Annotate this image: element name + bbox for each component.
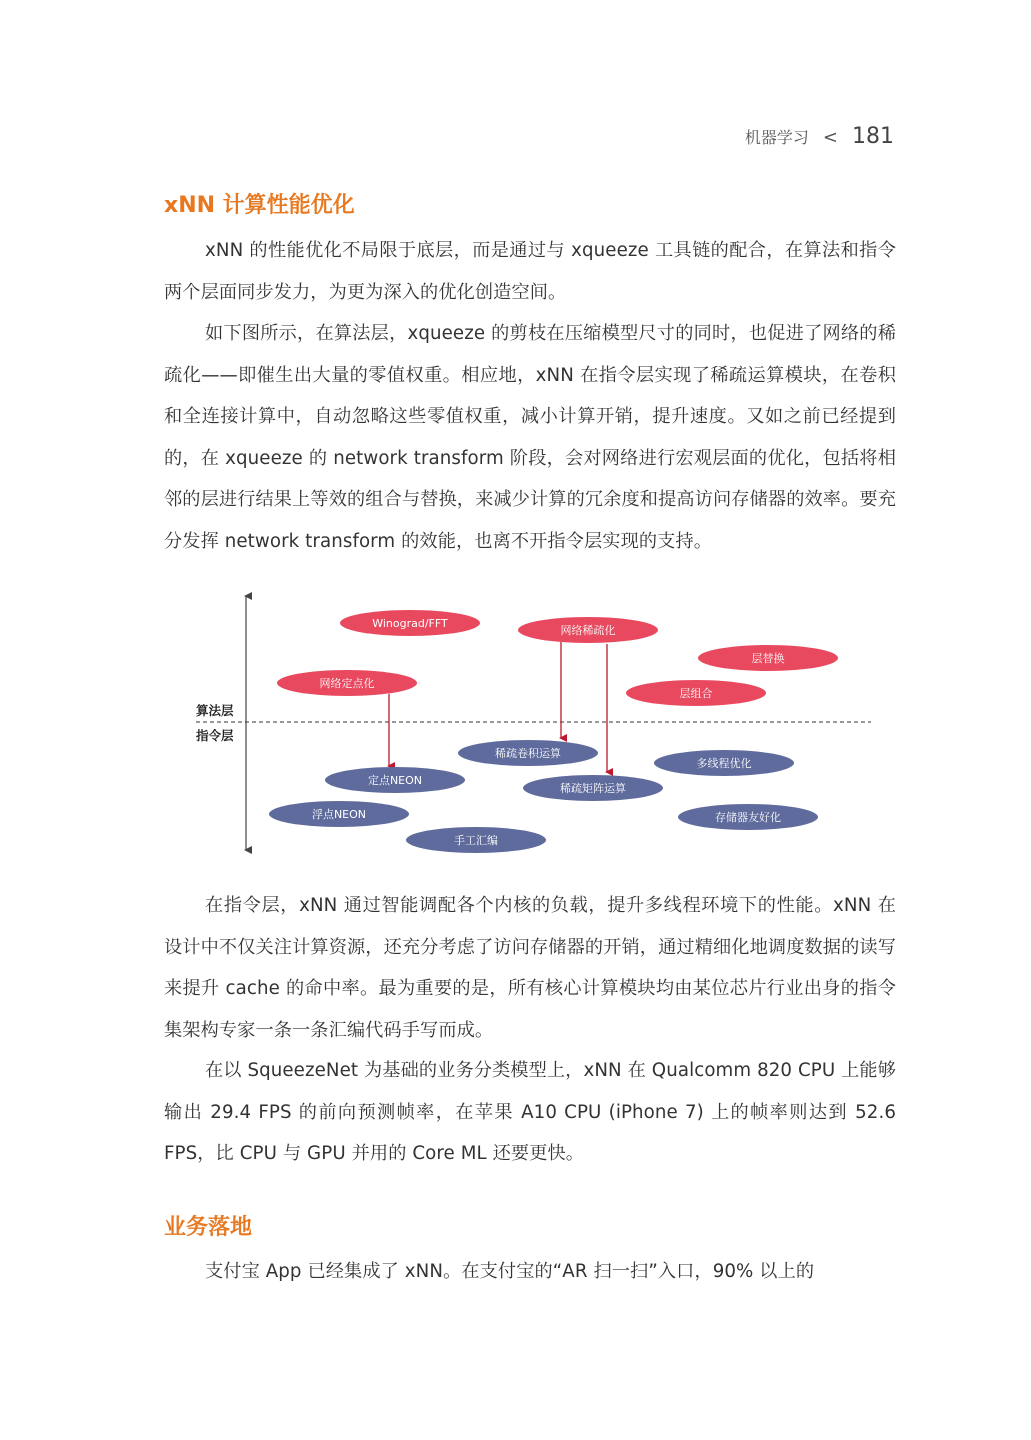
node-network-sparsify [518,617,658,643]
node-multithread [654,750,794,776]
node-hand-assembly [406,827,546,853]
section-heading-business-deployment: 业务落地 [164,1215,253,1240]
node-network-fixedpoint [277,670,417,696]
node-winograd-fft [340,610,480,636]
svg-text:层替换: 层替换 [751,652,785,665]
optimization-diagram [176,582,876,862]
svg-text:稀疏卷积运算: 稀疏卷积运算 [495,747,561,760]
paragraph-2: 如下图所示，在算法层，xqueeze 的剪枝在压缩模型尺寸的同时，也促进了网络的稀疏化——即催生出大量的零值权重。相应地，xNN 在指令层实现了稀疏运算模块，在卷积和全连接计算中，自动忽略这些零值权重，减小计算开销，提升速度。又如之前已经提到的，在 xqueeze 的 network transform 阶段，会对网络进行宏观层面的优化，包括将相邻的层进行结果上等效的组合与替换，来减少计算的冗余度和提高访问存储器的效率。要充分发挥 network transform 的效能，也离不开指令层实现的支持。 [164,323,896,552]
paragraph-1: xNN 的性能优化不局限于底层，而是通过与 xqueeze 工具链的配合，在算法和指令两个层面同步发力，为更为深入的优化创造空间。 [164,240,896,303]
diagram-svg [176,582,876,862]
svg-text:手工汇编: 手工汇编 [454,834,498,847]
svg-text:定点NEON: 定点NEON [367,774,423,787]
page-header [745,124,894,149]
svg-text:多线程优化: 多线程优化 [696,757,752,770]
paragraph-5: 支付宝 App 已经集成了 xNN。在支付宝的“AR 扫一扫”入口，90% 以上的 [205,1261,815,1282]
svg-text:Winograd/FFT: Winograd/FFT [372,617,448,630]
paragraph-4: 在以 SqueezeNet 为基础的业务分类模型上，xNN 在 Qualcomm 820 CPU 上能够输出 29.4 FPS 的前向预测帧率，在苹果 A10 CPU (iPhone 7) 上的帧率则达到 52.6 FPS，比 CPU 与 GPU 并用的 Core ML 还要更快。 [164,1060,896,1164]
svg-text:网络稀疏化: 网络稀疏化 [560,624,616,637]
svg-text:存储器友好化: 存储器友好化 [715,811,781,824]
node-sparse-conv [458,740,598,766]
svg-text:浮点NEON: 浮点NEON [311,808,367,821]
svg-text:网络定点化: 网络定点化 [319,677,375,690]
page-number: 181 [852,124,894,149]
node-float-neon [269,801,409,827]
node-fixed-neon [325,767,465,793]
running-section-name: 机器学习 [744,128,809,147]
node-layer-replace [698,645,838,671]
layer-label-algorithm: 算法层 [196,703,234,718]
section-heading-xnn-performance: xNN 计算性能优化 [164,193,355,218]
layer-label-instruction: 指令层 [196,728,234,743]
header-separator: < [822,127,838,148]
node-layer-combine [626,680,766,706]
svg-text:层组合: 层组合 [679,687,713,700]
svg-text:稀疏矩阵运算: 稀疏矩阵运算 [560,782,626,795]
node-memory-friendly [678,804,818,830]
paragraph-3: 在指令层，xNN 通过智能调配各个内核的负载，提升多线程环境下的性能。xNN 在设计中不仅关注计算资源，还充分考虑了访问存储器的开销，通过精细化地调度数据的读写来提升 cache 的命中率。最为重要的是，所有核心计算模块均由某位芯片行业出身的指令集架构专家一条一条汇编代码手写而成。 [164,895,896,1041]
node-sparse-matrix [523,775,663,801]
